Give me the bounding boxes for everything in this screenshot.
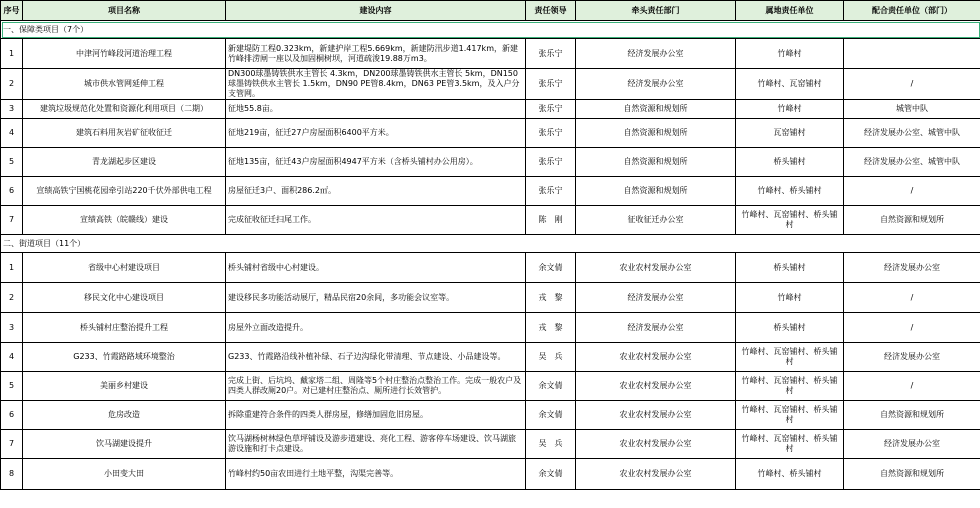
table-row [1, 459, 980, 490]
cell-lead-dept: 农业农村发展办公室 [576, 430, 736, 459]
table-row [1, 253, 980, 283]
cell-local-unit: 竹峰村、瓦窑铺村、桥头铺村 [736, 430, 844, 459]
cell-no: 1 [1, 253, 23, 283]
cell-no: 7 [1, 430, 23, 459]
cell-leader: 张乐宁 [526, 69, 576, 100]
cell-no: 4 [1, 343, 23, 372]
cell-local-unit: 桥头铺村 [736, 253, 844, 283]
cell-lead-dept: 自然资源和规划所 [576, 119, 736, 148]
cell-local-unit: 桥头铺村 [736, 148, 844, 177]
cell-no: 6 [1, 177, 23, 206]
cell-name: 省级中心村建设项目 [23, 253, 226, 283]
cell-no: 4 [1, 119, 23, 148]
cell-no: 3 [1, 313, 23, 343]
cell-leader: 吴 兵 [526, 343, 576, 372]
header-coop: 配合责任单位（部门） [844, 1, 980, 21]
cell-coop: 经济发展办公室 [844, 430, 980, 459]
section-title: 一、保障类项目（7个） [1, 21, 980, 39]
cell-lead-dept: 农业农村发展办公室 [576, 343, 736, 372]
cell-name: 饮马湖建设提升 [23, 430, 226, 459]
cell-name: G233、竹霞路路域环境整治 [23, 343, 226, 372]
cell-no: 2 [1, 69, 23, 100]
cell-local-unit: 桥头铺村 [736, 313, 844, 343]
cell-coop: 自然资源和规划所 [844, 206, 980, 235]
cell-coop: 经济发展办公室 [844, 343, 980, 372]
section-row [1, 21, 980, 39]
cell-lead-dept: 农业农村发展办公室 [576, 253, 736, 283]
cell-content: 竹峰村约50亩农田进行土地平整，沟渠完善等。 [226, 459, 526, 490]
cell-lead-dept: 农业农村发展办公室 [576, 401, 736, 430]
header-name: 项目名称 [23, 1, 226, 21]
cell-no: 2 [1, 283, 23, 313]
table-row [1, 39, 980, 69]
cell-coop: 自然资源和规划所 [844, 401, 980, 430]
cell-no: 5 [1, 148, 23, 177]
cell-leader: 张乐宁 [526, 177, 576, 206]
table-row [1, 313, 980, 343]
cell-lead-dept: 经济发展办公室 [576, 69, 736, 100]
cell-no: 3 [1, 100, 23, 119]
section-title: 二、街道项目（11个） [1, 235, 980, 253]
table-row [1, 430, 980, 459]
cell-coop: / [844, 283, 980, 313]
cell-local-unit: 瓦窑铺村 [736, 119, 844, 148]
cell-leader: 吴 兵 [526, 430, 576, 459]
cell-local-unit: 竹峰村、瓦窑铺村 [736, 69, 844, 100]
cell-no: 1 [1, 39, 23, 69]
cell-leader: 陈 刚 [526, 206, 576, 235]
cell-lead-dept: 自然资源和规划所 [576, 177, 736, 206]
cell-coop: / [844, 372, 980, 401]
cell-coop [844, 39, 980, 69]
cell-content: 房屋征迁3户、面积286.2㎡。 [226, 177, 526, 206]
cell-content: 征地55.8亩。 [226, 100, 526, 119]
cell-local-unit: 竹峰村、桥头铺村 [736, 459, 844, 490]
cell-no: 8 [1, 459, 23, 490]
table-row [1, 148, 980, 177]
table-row [1, 283, 980, 313]
cell-leader: 张乐宁 [526, 119, 576, 148]
cell-lead-dept: 农业农村发展办公室 [576, 372, 736, 401]
cell-no: 6 [1, 401, 23, 430]
cell-local-unit: 竹峰村、瓦窑铺村、桥头铺村 [736, 343, 844, 372]
table-row [1, 343, 980, 372]
cell-coop: / [844, 69, 980, 100]
cell-leader: 戎 黎 [526, 313, 576, 343]
cell-name: 宣绩高铁宁国桃花园牵引站220千伏外部供电工程 [23, 177, 226, 206]
table-row [1, 119, 980, 148]
cell-coop: 经济发展办公室、城管中队 [844, 119, 980, 148]
cell-name: 美丽乡村建设 [23, 372, 226, 401]
cell-local-unit: 竹峰村、瓦窑铺村、桥头铺村 [736, 401, 844, 430]
cell-local-unit: 竹峰村、瓦窑铺村、桥头铺村 [736, 206, 844, 235]
cell-coop: 经济发展办公室 [844, 253, 980, 283]
cell-local-unit: 竹峰村、瓦窑铺村、桥头铺村 [736, 372, 844, 401]
cell-lead-dept: 自然资源和规划所 [576, 100, 736, 119]
cell-lead-dept: 经济发展办公室 [576, 283, 736, 313]
cell-local-unit: 竹峰村 [736, 39, 844, 69]
cell-name: 中津河竹峰段河道治理工程 [23, 39, 226, 69]
table-row [1, 206, 980, 235]
table-row [1, 69, 980, 100]
cell-leader: 余文倩 [526, 401, 576, 430]
cell-lead-dept: 征收征迁办公室 [576, 206, 736, 235]
cell-name: 建筑垃圾规范化处置和资源化利用项目（二期） [23, 100, 226, 119]
header-row [1, 1, 980, 21]
cell-content: 完成上街、后坑坞、戴家塔二组、周隆等5个村庄整治点整治工作。完成一般农户及四类人群改厕20户。对已建村庄整治点、厕所进行长效管护。 [226, 372, 526, 401]
header-leader: 责任领导 [526, 1, 576, 21]
cell-content: 征地219亩，征迁27户房屋面积6400平方米。 [226, 119, 526, 148]
cell-leader: 戎 黎 [526, 283, 576, 313]
cell-lead-dept: 经济发展办公室 [576, 313, 736, 343]
cell-content: 桥头铺村省级中心村建设。 [226, 253, 526, 283]
cell-content: 拆除重建符合条件的四类人群房屋，修缮加固危旧房屋。 [226, 401, 526, 430]
header-no: 序号 [1, 1, 23, 21]
cell-leader: 余文倩 [526, 372, 576, 401]
cell-lead-dept: 农业农村发展办公室 [576, 459, 736, 490]
header-local-unit: 属地责任单位 [736, 1, 844, 21]
cell-local-unit: 竹峰村、桥头铺村 [736, 177, 844, 206]
header-content: 建设内容 [226, 1, 526, 21]
cell-content: 新建堤防工程0.323km，新建护岸工程5.669km，新建防汛步道1.417km，新建竹峰排涝闸一座以及加固桐树坝，河道疏浚19.88万m3。 [226, 39, 526, 69]
cell-coop: 自然资源和规划所 [844, 459, 980, 490]
cell-coop: 经济发展办公室、城管中队 [844, 148, 980, 177]
cell-name: 宣绩高铁（皖赣线）建设 [23, 206, 226, 235]
section-row [1, 235, 980, 253]
cell-local-unit: 竹峰村 [736, 283, 844, 313]
cell-name: 危房改造 [23, 401, 226, 430]
cell-content: 完成征收征迁扫尾工作。 [226, 206, 526, 235]
table-body [1, 21, 980, 490]
table-row [1, 372, 980, 401]
cell-name: 城市供水管网延伸工程 [23, 69, 226, 100]
cell-no: 7 [1, 206, 23, 235]
cell-content: 房屋外立面改造提升。 [226, 313, 526, 343]
cell-content: 建设移民多功能活动展厅，精品民宿20余间，多功能会议室等。 [226, 283, 526, 313]
cell-coop: 城管中队 [844, 100, 980, 119]
cell-local-unit: 竹峰村 [736, 100, 844, 119]
cell-leader: 余文倩 [526, 253, 576, 283]
cell-coop: / [844, 177, 980, 206]
cell-no: 5 [1, 372, 23, 401]
cell-content: 征地135亩，征迁43户房屋面积4947平方米（含桥头铺村办公用房）。 [226, 148, 526, 177]
cell-leader: 张乐宁 [526, 39, 576, 69]
table-row [1, 100, 980, 119]
table-row [1, 177, 980, 206]
cell-name: 青龙湖起步区建设 [23, 148, 226, 177]
cell-coop: / [844, 313, 980, 343]
cell-leader: 余文倩 [526, 459, 576, 490]
cell-content: G233、竹霞路沿线补植补绿、石子边沟绿化带清理、节点建设、小品建设等。 [226, 343, 526, 372]
header-lead-dept: 牵头责任部门 [576, 1, 736, 21]
cell-name: 移民文化中心建设项目 [23, 283, 226, 313]
cell-lead-dept: 经济发展办公室 [576, 39, 736, 69]
cell-name: 小田变大田 [23, 459, 226, 490]
cell-name: 建筑石料用灰岩矿征收征迁 [23, 119, 226, 148]
table-row [1, 401, 980, 430]
cell-leader: 张乐宁 [526, 100, 576, 119]
cell-name: 桥头铺村庄整治提升工程 [23, 313, 226, 343]
cell-leader: 张乐宁 [526, 148, 576, 177]
cell-content: 饮马湖杨树林绿色草坪铺设及游步道建设、亮化工程、游客停车场建设、饮马湖旅游设施和打卡点建设。 [226, 430, 526, 459]
cell-content: DN300球墨铸铁供水主管长 4.3km，DN200球墨铸铁供水主管长 5km，DN150球墨铸铁供水主管长 1.5km，DN90 PE管8.4km，DN63 PE管3.5km，及入户分支管网。 [226, 69, 526, 100]
cell-lead-dept: 自然资源和规划所 [576, 148, 736, 177]
